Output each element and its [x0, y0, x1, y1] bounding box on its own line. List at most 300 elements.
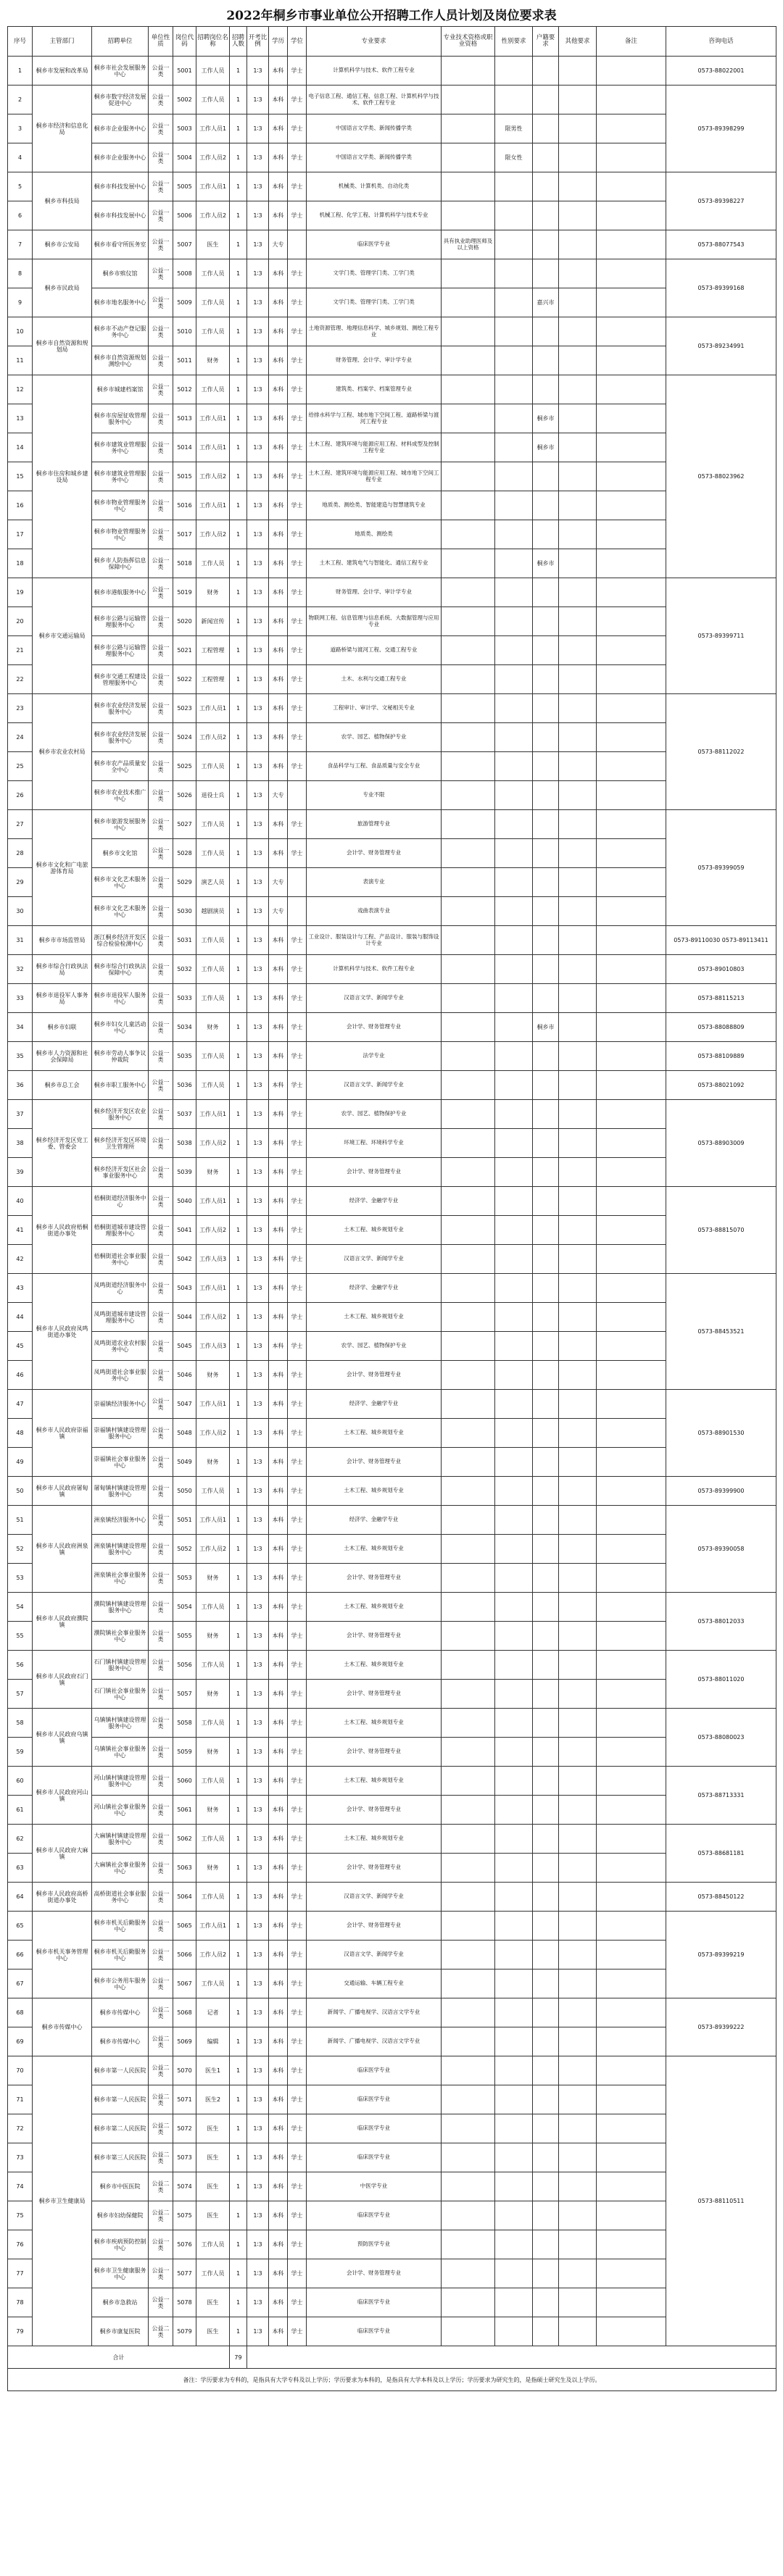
- other-requirement: [559, 1912, 597, 1941]
- other-requirement: [559, 1738, 597, 1767]
- exam-ratio: 1∶3: [247, 288, 269, 317]
- exam-ratio: 1∶3: [247, 1767, 269, 1796]
- exam-ratio: 1∶3: [247, 1245, 269, 1274]
- gender-requirement: [495, 1071, 533, 1100]
- education: 本科: [269, 433, 288, 462]
- unit-type: 公益一类: [149, 375, 173, 404]
- education: 本科: [269, 1738, 288, 1767]
- degree: 学士: [288, 1912, 307, 1941]
- recruiting-unit: 崇福镇经济服务中心: [92, 1390, 149, 1419]
- post-code: 5035: [173, 1042, 196, 1071]
- unit-type: 公益一类: [149, 1506, 173, 1535]
- education: 本科: [269, 1187, 288, 1216]
- residence-requirement: [533, 1969, 559, 1998]
- qualification: [442, 2317, 495, 2346]
- remark: [597, 1216, 666, 1245]
- major-requirement: 会计学、财务管理专业: [307, 1738, 442, 1767]
- qualification: [442, 1535, 495, 1564]
- residence-requirement: [533, 2114, 559, 2143]
- exam-ratio: 1∶3: [247, 143, 269, 172]
- table-row: [8, 897, 776, 926]
- unit-type: 公益一类: [149, 897, 173, 926]
- department-name: 桐乡市市场监管局: [33, 926, 92, 955]
- post-name: 工作人员2: [196, 143, 230, 172]
- residence-requirement: [533, 1477, 559, 1506]
- education: 本科: [269, 520, 288, 549]
- education: 本科: [269, 1651, 288, 1680]
- other-requirement: [559, 1825, 597, 1854]
- column-header: 学位: [288, 27, 307, 57]
- gender-requirement: [495, 549, 533, 578]
- contact-phone: 0573-88453521: [666, 1274, 776, 1390]
- contact-phone: 0573-88109889: [666, 1042, 776, 1071]
- degree: 学士: [288, 2027, 307, 2056]
- contact-phone: 0573-89390058: [666, 1506, 776, 1593]
- residence-requirement: [533, 1825, 559, 1854]
- gender-requirement: [495, 984, 533, 1013]
- other-requirement: [559, 1593, 597, 1622]
- exam-ratio: 1∶3: [247, 346, 269, 375]
- major-requirement: 会计学、财务管理专业: [307, 2259, 442, 2288]
- residence-requirement: [533, 114, 559, 143]
- column-header: 其他要求: [559, 27, 597, 57]
- gender-requirement: [495, 897, 533, 926]
- exam-ratio: 1∶3: [247, 375, 269, 404]
- column-header: 岗位代码: [173, 27, 196, 57]
- education: 本科: [269, 926, 288, 955]
- table-row: [8, 1158, 776, 1187]
- other-requirement: [559, 2027, 597, 2056]
- gender-requirement: [495, 2230, 533, 2259]
- degree: 学士: [288, 86, 307, 114]
- other-requirement: [559, 2230, 597, 2259]
- degree: [288, 781, 307, 810]
- residence-requirement: [533, 201, 559, 230]
- education: 本科: [269, 1071, 288, 1100]
- remark: [597, 2288, 666, 2317]
- qualification: 具有执业助理医师及以上资格: [442, 230, 495, 259]
- exam-ratio: 1∶3: [247, 520, 269, 549]
- department-name: 桐乡市人民政府高桥街道办事处: [33, 1883, 92, 1912]
- unit-type: 公益一类: [149, 259, 173, 288]
- post-count: 1: [230, 1709, 247, 1738]
- unit-type: 公益二类: [149, 2201, 173, 2230]
- post-name: 工作人员2: [196, 723, 230, 752]
- post-code: 5045: [173, 1332, 196, 1361]
- exam-ratio: 1∶3: [247, 491, 269, 520]
- row-number: 34: [8, 1013, 33, 1042]
- education: 本科: [269, 665, 288, 694]
- qualification: [442, 810, 495, 839]
- table-row: [8, 607, 776, 636]
- contact-phone: 0573-88023962: [666, 375, 776, 578]
- recruiting-unit: 桐乡市建筑业管理服务中心: [92, 433, 149, 462]
- post-count: 1: [230, 2143, 247, 2172]
- post-count: 1: [230, 1187, 247, 1216]
- recruiting-unit: 高桥街道社会事业服务中心: [92, 1883, 149, 1912]
- major-requirement: 土木工程、建筑电气与智能化、通信工程专业: [307, 549, 442, 578]
- post-name: 工作人员1: [196, 694, 230, 723]
- qualification: [442, 1419, 495, 1448]
- residence-requirement: [533, 2085, 559, 2114]
- row-number: 53: [8, 1564, 33, 1593]
- exam-ratio: 1∶3: [247, 984, 269, 1013]
- recruiting-unit: 桐乡市物业管理服务中心: [92, 520, 149, 549]
- row-number: 79: [8, 2317, 33, 2346]
- education: 本科: [269, 2085, 288, 2114]
- qualification: [442, 288, 495, 317]
- post-count: 1: [230, 143, 247, 172]
- gender-requirement: [495, 2056, 533, 2085]
- post-code: 5052: [173, 1535, 196, 1564]
- column-header: 户籍要求: [533, 27, 559, 57]
- qualification: [442, 1506, 495, 1535]
- contact-phone: 0573-88681181: [666, 1825, 776, 1883]
- degree: 学士: [288, 723, 307, 752]
- residence-requirement: [533, 2317, 559, 2346]
- gender-requirement: [495, 230, 533, 259]
- department-name: 桐乡市人民政府濮院镇: [33, 1593, 92, 1651]
- other-requirement: [559, 2056, 597, 2085]
- gender-requirement: [495, 1854, 533, 1883]
- post-code: 5078: [173, 2288, 196, 2317]
- unit-type: 公益一类: [149, 1448, 173, 1477]
- post-code: 5011: [173, 346, 196, 375]
- unit-type: 公益一类: [149, 143, 173, 172]
- education: 本科: [269, 1477, 288, 1506]
- residence-requirement: [533, 172, 559, 201]
- row-number: 68: [8, 1998, 33, 2027]
- degree: 学士: [288, 810, 307, 839]
- row-number: 39: [8, 1158, 33, 1187]
- post-name: 工作人员1: [196, 1274, 230, 1303]
- exam-ratio: 1∶3: [247, 549, 269, 578]
- residence-requirement: [533, 1419, 559, 1448]
- residence-requirement: [533, 1854, 559, 1883]
- post-code: 5049: [173, 1448, 196, 1477]
- post-code: 5017: [173, 520, 196, 549]
- post-name: 工作人员: [196, 1593, 230, 1622]
- post-count: 1: [230, 1969, 247, 1998]
- degree: 学士: [288, 1998, 307, 2027]
- exam-ratio: 1∶3: [247, 1854, 269, 1883]
- degree: 学士: [288, 839, 307, 868]
- recruiting-unit: 大麻镇社会事业服务中心: [92, 1854, 149, 1883]
- post-count: 1: [230, 375, 247, 404]
- major-requirement: 会计学、财务管理专业: [307, 1680, 442, 1709]
- recruiting-unit: 崇福镇村镇建设管理服务中心: [92, 1419, 149, 1448]
- post-name: 医生: [196, 2172, 230, 2201]
- major-requirement: 土木、水利与交通工程专业: [307, 665, 442, 694]
- gender-requirement: 限女性: [495, 143, 533, 172]
- degree: 学士: [288, 1883, 307, 1912]
- education: 本科: [269, 1854, 288, 1883]
- post-count: 1: [230, 2317, 247, 2346]
- gender-requirement: [495, 810, 533, 839]
- post-count: 1: [230, 607, 247, 636]
- degree: [288, 230, 307, 259]
- post-code: 5063: [173, 1854, 196, 1883]
- degree: 学士: [288, 1042, 307, 1071]
- education: 大专: [269, 868, 288, 897]
- major-requirement: 土木工程、城乡规划专业: [307, 1767, 442, 1796]
- degree: 学士: [288, 462, 307, 491]
- table-row: [8, 57, 776, 86]
- gender-requirement: [495, 2288, 533, 2317]
- gender-requirement: [495, 375, 533, 404]
- recruiting-unit: 桐乡市物业管理服务中心: [92, 491, 149, 520]
- table-row: [8, 1245, 776, 1274]
- education: 本科: [269, 2114, 288, 2143]
- contact-phone: 0573-88080023: [666, 1709, 776, 1767]
- gender-requirement: [495, 1332, 533, 1361]
- degree: 学士: [288, 1651, 307, 1680]
- recruiting-unit: 桐乡市企业服务中心: [92, 114, 149, 143]
- degree: 学士: [288, 1506, 307, 1535]
- post-name: 工作人员1: [196, 1187, 230, 1216]
- post-code: 5048: [173, 1419, 196, 1448]
- post-code: 5058: [173, 1709, 196, 1738]
- qualification: [442, 723, 495, 752]
- post-name: 财务: [196, 346, 230, 375]
- unit-type: 公益一类: [149, 1622, 173, 1651]
- education: 本科: [269, 549, 288, 578]
- residence-requirement: [533, 2288, 559, 2317]
- post-count: 1: [230, 810, 247, 839]
- remark: [597, 288, 666, 317]
- qualification: [442, 1796, 495, 1825]
- post-name: 工作人员1: [196, 404, 230, 433]
- table-row: [8, 2056, 776, 2085]
- table-row: [8, 2259, 776, 2288]
- residence-requirement: [533, 897, 559, 926]
- post-name: 工作人员: [196, 1825, 230, 1854]
- gender-requirement: [495, 955, 533, 984]
- unit-type: 公益一类: [149, 404, 173, 433]
- qualification: [442, 1216, 495, 1245]
- other-requirement: [559, 723, 597, 752]
- unit-type: 公益一类: [149, 230, 173, 259]
- gender-requirement: [495, 2027, 533, 2056]
- post-count: 1: [230, 317, 247, 346]
- post-code: 5075: [173, 2201, 196, 2230]
- table-row: [8, 1216, 776, 1245]
- residence-requirement: [533, 1245, 559, 1274]
- education: 本科: [269, 1796, 288, 1825]
- gender-requirement: [495, 1738, 533, 1767]
- degree: 学士: [288, 1071, 307, 1100]
- degree: 学士: [288, 114, 307, 143]
- residence-requirement: [533, 636, 559, 665]
- post-count: 1: [230, 1796, 247, 1825]
- degree: 学士: [288, 1535, 307, 1564]
- degree: 学士: [288, 665, 307, 694]
- post-count: 1: [230, 1361, 247, 1390]
- row-number: 54: [8, 1593, 33, 1622]
- row-number: 46: [8, 1361, 33, 1390]
- unit-type: 公益一类: [149, 1303, 173, 1332]
- remark: [597, 723, 666, 752]
- unit-type: 公益一类: [149, 1216, 173, 1245]
- remark: [597, 839, 666, 868]
- row-number: 28: [8, 839, 33, 868]
- row-number: 18: [8, 549, 33, 578]
- remark: [597, 2317, 666, 2346]
- other-requirement: [559, 1158, 597, 1187]
- remark: [597, 984, 666, 1013]
- contact-phone: 0573-88022001: [666, 57, 776, 86]
- unit-type: 公益一类: [149, 1854, 173, 1883]
- degree: 学士: [288, 1245, 307, 1274]
- exam-ratio: 1∶3: [247, 2201, 269, 2230]
- degree: [288, 897, 307, 926]
- major-requirement: 经济学、金融学专业: [307, 1274, 442, 1303]
- recruiting-unit: 桐乡市妇女儿童活动中心: [92, 1013, 149, 1042]
- post-count: 1: [230, 2172, 247, 2201]
- row-number: 55: [8, 1622, 33, 1651]
- remark: [597, 1100, 666, 1129]
- post-count: 1: [230, 752, 247, 781]
- post-count: 1: [230, 694, 247, 723]
- qualification: [442, 259, 495, 288]
- table-row: [8, 1042, 776, 1071]
- unit-type: 公益一类: [149, 1158, 173, 1187]
- unit-type: 公益一类: [149, 1883, 173, 1912]
- exam-ratio: 1∶3: [247, 1825, 269, 1854]
- degree: 学士: [288, 201, 307, 230]
- post-code: 5068: [173, 1998, 196, 2027]
- post-name: 工作人员: [196, 259, 230, 288]
- table-row: [8, 1651, 776, 1680]
- remark: [597, 1622, 666, 1651]
- post-code: 5012: [173, 375, 196, 404]
- exam-ratio: 1∶3: [247, 1390, 269, 1419]
- table-row: [8, 1593, 776, 1622]
- recruiting-unit: 梧桐街道社会事业服务中心: [92, 1245, 149, 1274]
- qualification: [442, 1998, 495, 2027]
- degree: 学士: [288, 2317, 307, 2346]
- post-name: 工作人员: [196, 86, 230, 114]
- remark: [597, 1245, 666, 1274]
- gender-requirement: [495, 1274, 533, 1303]
- post-name: 工作人员: [196, 2230, 230, 2259]
- qualification: [442, 926, 495, 955]
- row-number: 30: [8, 897, 33, 926]
- post-name: 工作人员: [196, 375, 230, 404]
- other-requirement: [559, 433, 597, 462]
- recruiting-unit: 桐乡市中医医院: [92, 2172, 149, 2201]
- table-row: [8, 1854, 776, 1883]
- major-requirement: 土地资源管理、地理信息科学、城乡规划、测绘工程专业: [307, 317, 442, 346]
- gender-requirement: [495, 1912, 533, 1941]
- unit-type: 公益一类: [149, 810, 173, 839]
- other-requirement: [559, 781, 597, 810]
- gender-requirement: [495, 1969, 533, 1998]
- department-name: 桐乡市人民政府石门镇: [33, 1651, 92, 1709]
- qualification: [442, 404, 495, 433]
- remark: [597, 317, 666, 346]
- residence-requirement: 嘉兴市: [533, 288, 559, 317]
- recruiting-unit: 桐乡经济开发区农业服务中心: [92, 1100, 149, 1129]
- recruiting-unit: 桐乡市机关后勤服务中心: [92, 1912, 149, 1941]
- remark: [597, 1506, 666, 1535]
- education: 本科: [269, 1100, 288, 1129]
- exam-ratio: 1∶3: [247, 1998, 269, 2027]
- degree: 学士: [288, 2201, 307, 2230]
- table-row: [8, 723, 776, 752]
- qualification: [442, 1390, 495, 1419]
- post-code: 5029: [173, 868, 196, 897]
- table-row: [8, 1969, 776, 1998]
- row-number: 25: [8, 752, 33, 781]
- residence-requirement: [533, 868, 559, 897]
- post-code: 5016: [173, 491, 196, 520]
- table-row: [8, 1738, 776, 1767]
- row-number: 1: [8, 57, 33, 86]
- exam-ratio: 1∶3: [247, 2143, 269, 2172]
- qualification: [442, 1941, 495, 1969]
- post-count: 1: [230, 723, 247, 752]
- residence-requirement: [533, 1709, 559, 1738]
- major-requirement: 电子信息工程、通信工程、信息工程、计算机科学与技术、软件工程专业: [307, 86, 442, 114]
- recruiting-unit: 桐乡市建筑业管理服务中心: [92, 462, 149, 491]
- post-code: 5023: [173, 694, 196, 723]
- post-name: 工作人员: [196, 926, 230, 955]
- post-name: 财务: [196, 1158, 230, 1187]
- degree: 学士: [288, 288, 307, 317]
- residence-requirement: [533, 2172, 559, 2201]
- other-requirement: [559, 897, 597, 926]
- post-code: 5067: [173, 1969, 196, 1998]
- gender-requirement: [495, 57, 533, 86]
- post-code: 5051: [173, 1506, 196, 1535]
- degree: 学士: [288, 1303, 307, 1332]
- other-requirement: [559, 1564, 597, 1593]
- qualification: [442, 868, 495, 897]
- department-name: 桐乡市住房和城乡建设局: [33, 375, 92, 578]
- education: 本科: [269, 1303, 288, 1332]
- major-requirement: 汉语言文学、新闻学专业: [307, 1245, 442, 1274]
- contact-phone: 0573-88115213: [666, 984, 776, 1013]
- post-name: 财务: [196, 1738, 230, 1767]
- post-code: 5006: [173, 201, 196, 230]
- column-header: 学历: [269, 27, 288, 57]
- recruiting-unit: 桐乡市传媒中心: [92, 2027, 149, 2056]
- gender-requirement: [495, 694, 533, 723]
- recruiting-unit: 石门镇社会事业服务中心: [92, 1680, 149, 1709]
- recruiting-unit: 桐乡经济开发区社会事业服务中心: [92, 1158, 149, 1187]
- row-number: 19: [8, 578, 33, 607]
- other-requirement: [559, 1013, 597, 1042]
- exam-ratio: 1∶3: [247, 404, 269, 433]
- major-requirement: 临床医学专业: [307, 2288, 442, 2317]
- major-requirement: 戏曲表演专业: [307, 897, 442, 926]
- post-code: 5032: [173, 955, 196, 984]
- gender-requirement: [495, 201, 533, 230]
- recruiting-unit: 河山镇社会事业服务中心: [92, 1796, 149, 1825]
- remark: [597, 1998, 666, 2027]
- degree: 学士: [288, 752, 307, 781]
- exam-ratio: 1∶3: [247, 1477, 269, 1506]
- remark: [597, 1013, 666, 1042]
- department-name: 桐乡市农业农村局: [33, 694, 92, 810]
- other-requirement: [559, 1709, 597, 1738]
- recruiting-unit: 桐乡市看守所医务室: [92, 230, 149, 259]
- post-code: 5018: [173, 549, 196, 578]
- other-requirement: [559, 520, 597, 549]
- qualification: [442, 897, 495, 926]
- recruitment-plan-table: [7, 26, 776, 2391]
